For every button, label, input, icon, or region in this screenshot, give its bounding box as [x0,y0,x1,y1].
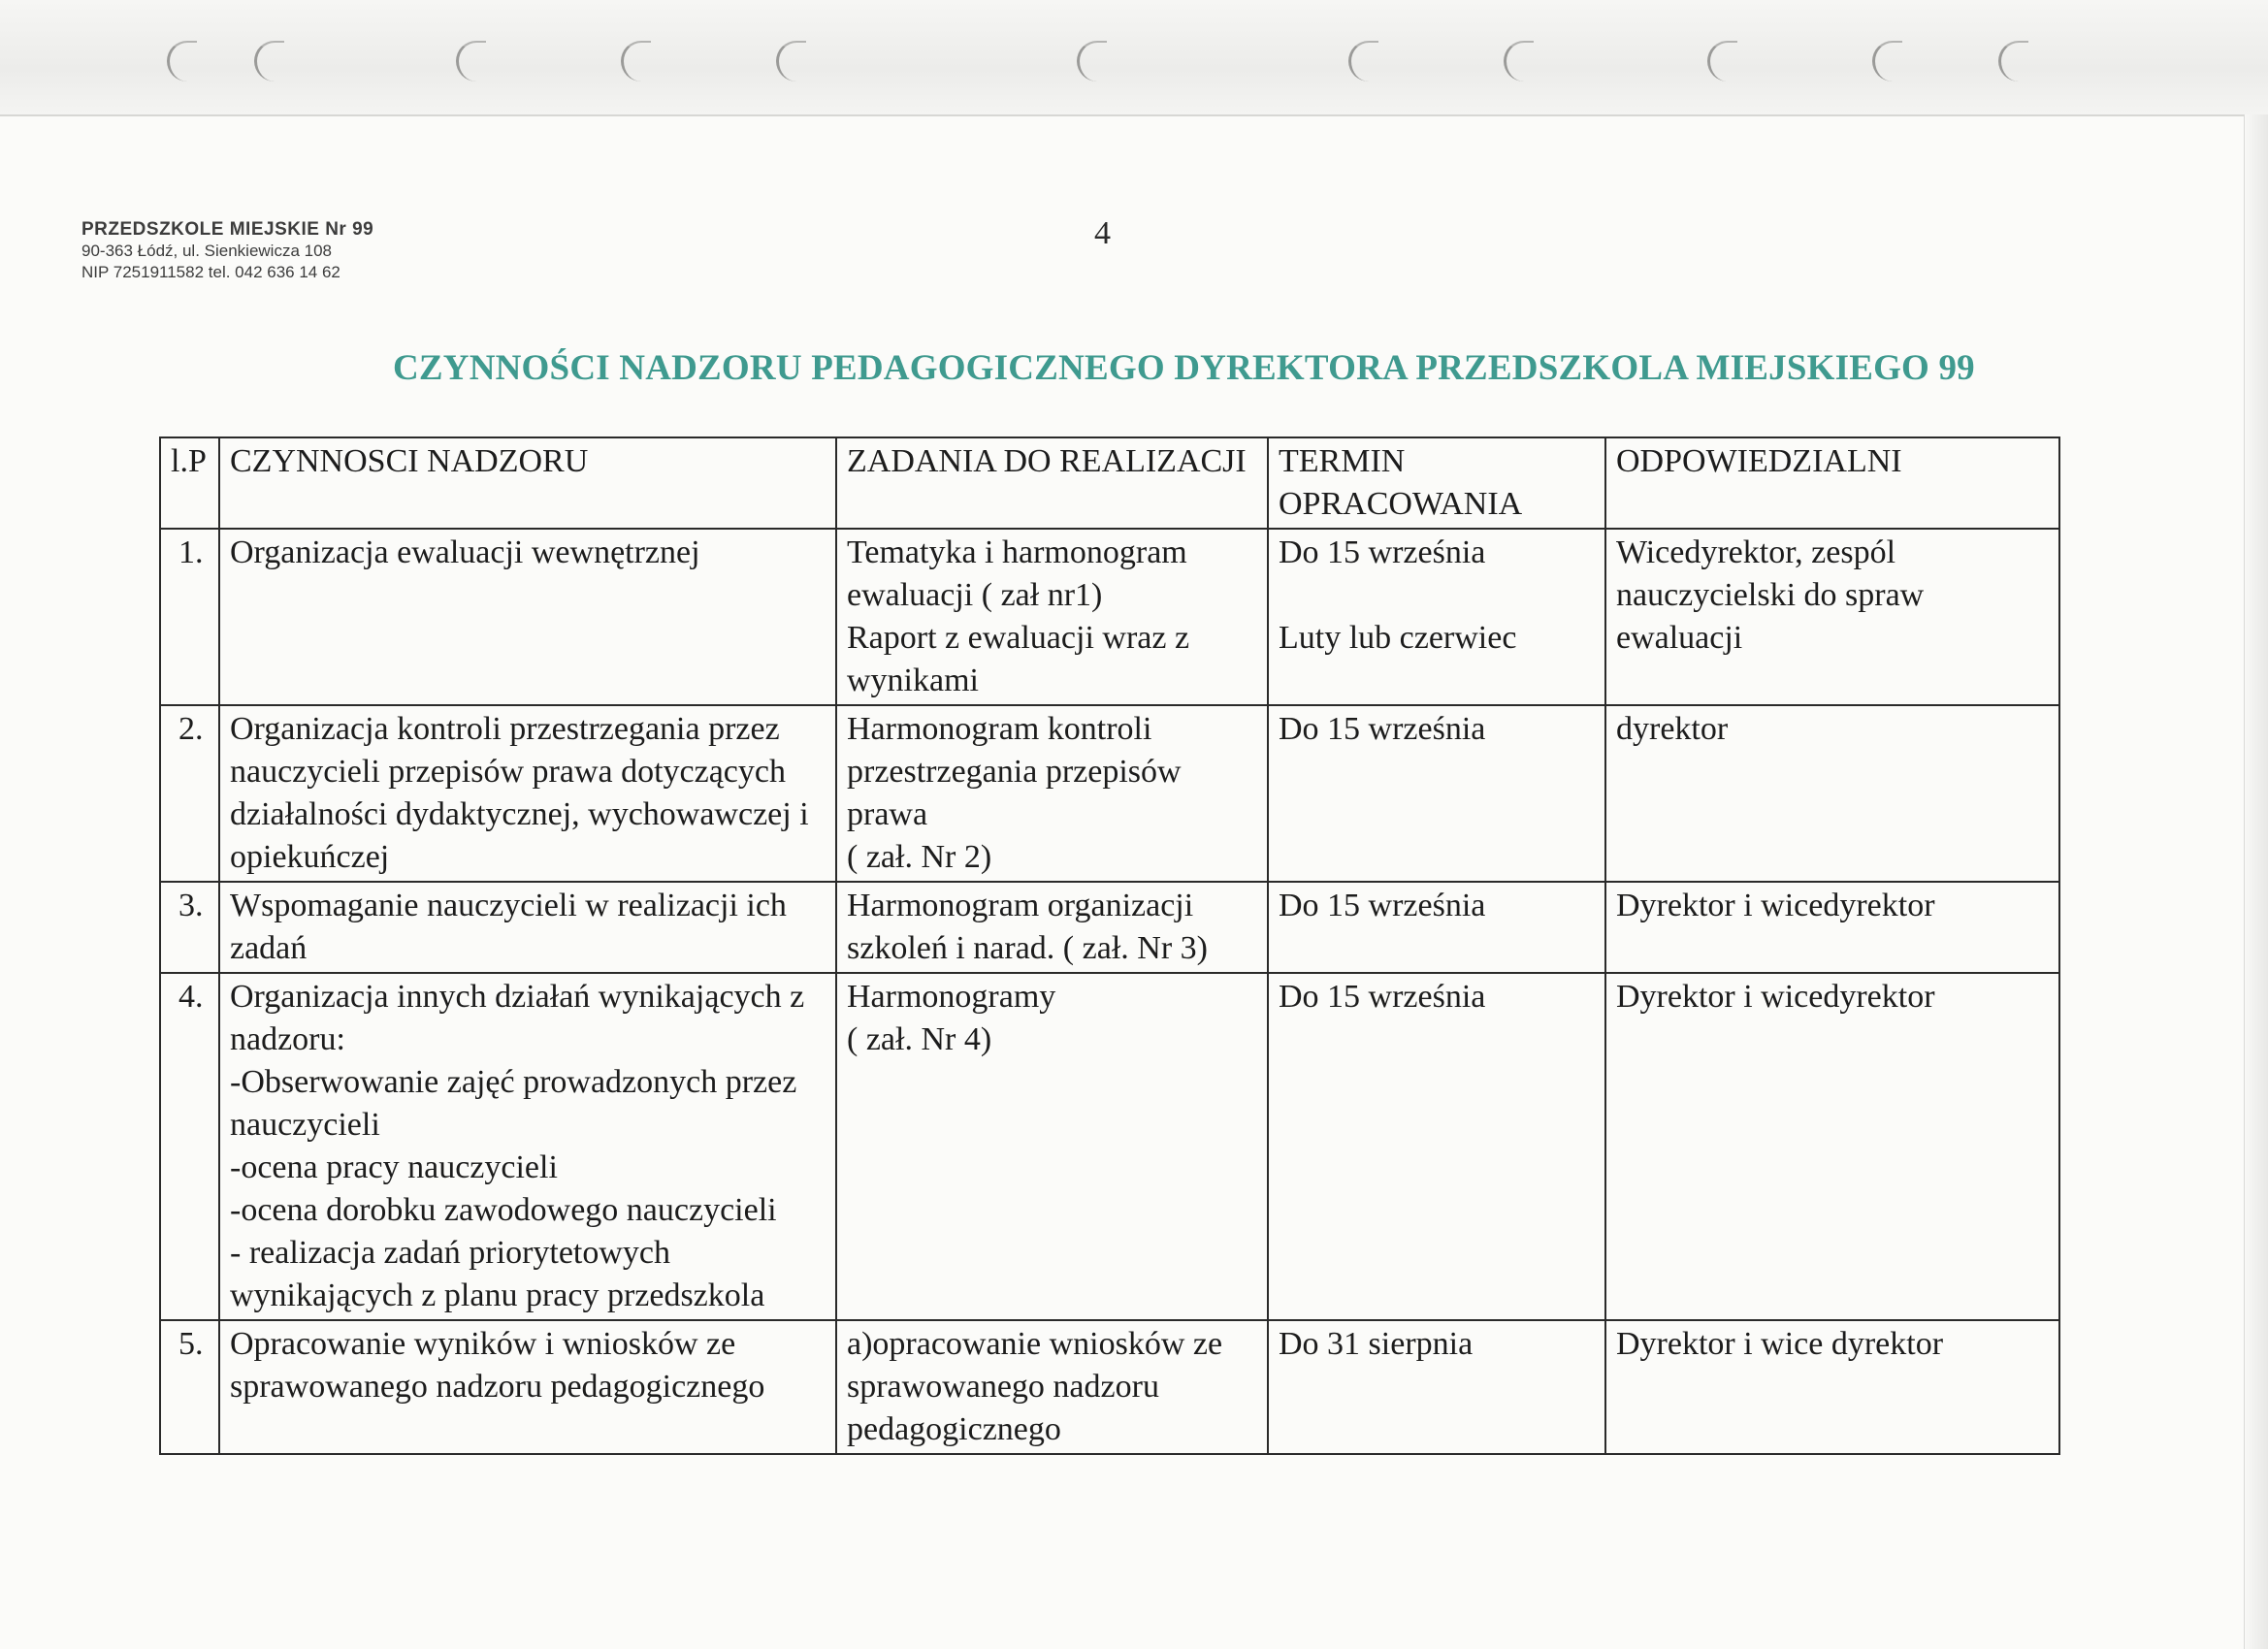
institution-contact: NIP 7251911582 tel. 042 636 14 62 [81,263,340,281]
header-zadania: ZADANIA DO REALIZACJI [836,437,1268,529]
cell-text: Dyrektor i wicedyrektor [1616,979,1935,1015]
cell-text: a)opracowanie wniosków ze sprawowanego nadzoru pedagogicznego [847,1326,1223,1447]
punch-hole [456,41,486,81]
cell-lp: 3. [160,882,219,973]
cell-text: Harmonogram organizacji szkoleń i narad. ( zał. Nr 3) [847,888,1208,966]
punch-hole [1998,41,2028,81]
cell-termin [1268,705,1605,882]
cell-czynnosci [219,973,836,1320]
table-row [160,1320,2059,1454]
punch-hole [1872,41,1902,81]
punch-hole [1707,41,1737,81]
cell-text: Harmonogram kontroli przestrzegania przepisów prawa [847,711,1182,832]
cell-text: Do 31 sierpnia [1279,1326,1474,1362]
cell-lp: 1. [160,529,219,705]
cell-text: ( zał. Nr 4) [847,1021,992,1057]
cell-czynnosci [219,529,836,705]
cell-text: - realizacja zadań priorytetowych wynikających z planu pracy przedszkola [230,1235,765,1313]
cell-text: Do 15 września [1279,534,1486,570]
cell-text: Do 15 września [1279,711,1486,747]
header-lp: l.P [160,437,219,529]
table-header-row [160,437,2059,529]
letterhead-stamp [81,219,373,283]
cell-text: Do 15 września [1279,979,1486,1015]
punch-hole [776,41,806,81]
header-czynnosci: CZYNNOSCI NADZORU [219,437,836,529]
cell-zadania [836,1320,1268,1454]
cell-lp: 4. [160,973,219,1320]
document-title: CZYNNOŚCI NADZORU PEDAGOGICZNEGO DYREKTORA PRZEDSZKOLA MIEJSKIEGO 99 [393,348,1975,388]
punch-hole [1348,41,1378,81]
cell-text: Organizacja ewaluacji wewnętrznej [230,534,700,570]
cell-text: Harmonogramy [847,979,1056,1015]
cell-text: ( zał. Nr 2) [847,839,992,875]
cell-czynnosci [219,705,836,882]
cell-czynnosci [219,1320,836,1454]
cell-text: dyrektor [1616,711,1729,747]
cell-text: -Obserwowanie zajęć prowadzonych przez nauczycieli [230,1064,797,1143]
header-odpowiedzialni: ODPOWIEDZIALNI [1605,437,2059,529]
cell-text: Wspomaganie nauczycieli w realizacji ich zadań [230,888,787,966]
table-row [160,529,2059,705]
table-row [160,705,2059,882]
cell-text: Dyrektor i wicedyrektor [1616,888,1935,923]
cell-odpowiedzialni [1605,529,2059,705]
cell-text: -ocena dorobku zawodowego nauczycieli [230,1192,777,1228]
punch-hole [1077,41,1107,81]
cell-odpowiedzialni [1605,705,2059,882]
table-row [160,973,2059,1320]
cell-termin [1268,973,1605,1320]
punch-hole [254,41,284,81]
cell-odpowiedzialni [1605,882,2059,973]
cell-odpowiedzialni [1605,1320,2059,1454]
punch-hole [167,41,197,81]
table-row [160,882,2059,973]
cell-lp: 2. [160,705,219,882]
institution-name: PRZEDSZKOLE MIEJSKIE Nr 99 [81,219,374,240]
punch-hole [1504,41,1534,81]
cell-termin [1268,1320,1605,1454]
cell-termin [1268,882,1605,973]
sheet-protector-edge [2244,114,2268,1649]
cell-text: Organizacja innych działań wynikających z nadzoru: [230,979,805,1057]
punch-hole [621,41,651,81]
cell-text: -ocena pracy nauczycieli [230,1149,558,1185]
cell-odpowiedzialni [1605,973,2059,1320]
cell-text: Opracowanie wyników i wniosków ze sprawowanego nadzoru pedagogicznego [230,1326,765,1405]
cell-zadania [836,973,1268,1320]
page-number: 4 [1094,215,1111,251]
cell-termin [1268,529,1605,705]
cell-text: Organizacja kontroli przestrzegania przez nauczycieli przepisów prawa dotyczących działalności dydaktycznej, wychowawczej i opiekuńczej [230,711,809,875]
cell-text: Dyrektor i wice dyrektor [1616,1326,1944,1362]
supervision-table [159,436,2060,1455]
cell-zadania [836,705,1268,882]
header-termin: TERMIN OPRACOWANIA [1268,437,1605,529]
institution-address: 90-363 Łódź, ul. Sienkiewicza 108 [81,242,332,260]
cell-czynnosci [219,882,836,973]
sheet-protector-top [0,0,2268,116]
cell-zadania [836,882,1268,973]
cell-lp: 5. [160,1320,219,1454]
cell-text: Luty lub czerwiec [1279,620,1517,656]
cell-text: Raport z ewaluacji wraz z wynikami [847,620,1190,698]
cell-text: Wicedyrektor, zespól nauczycielski do spraw ewaluacji [1616,534,1925,656]
cell-zadania [836,529,1268,705]
cell-text: Do 15 września [1279,888,1486,923]
cell-text: Tematyka i harmonogram ewaluacji ( zał nr1) [847,534,1187,613]
